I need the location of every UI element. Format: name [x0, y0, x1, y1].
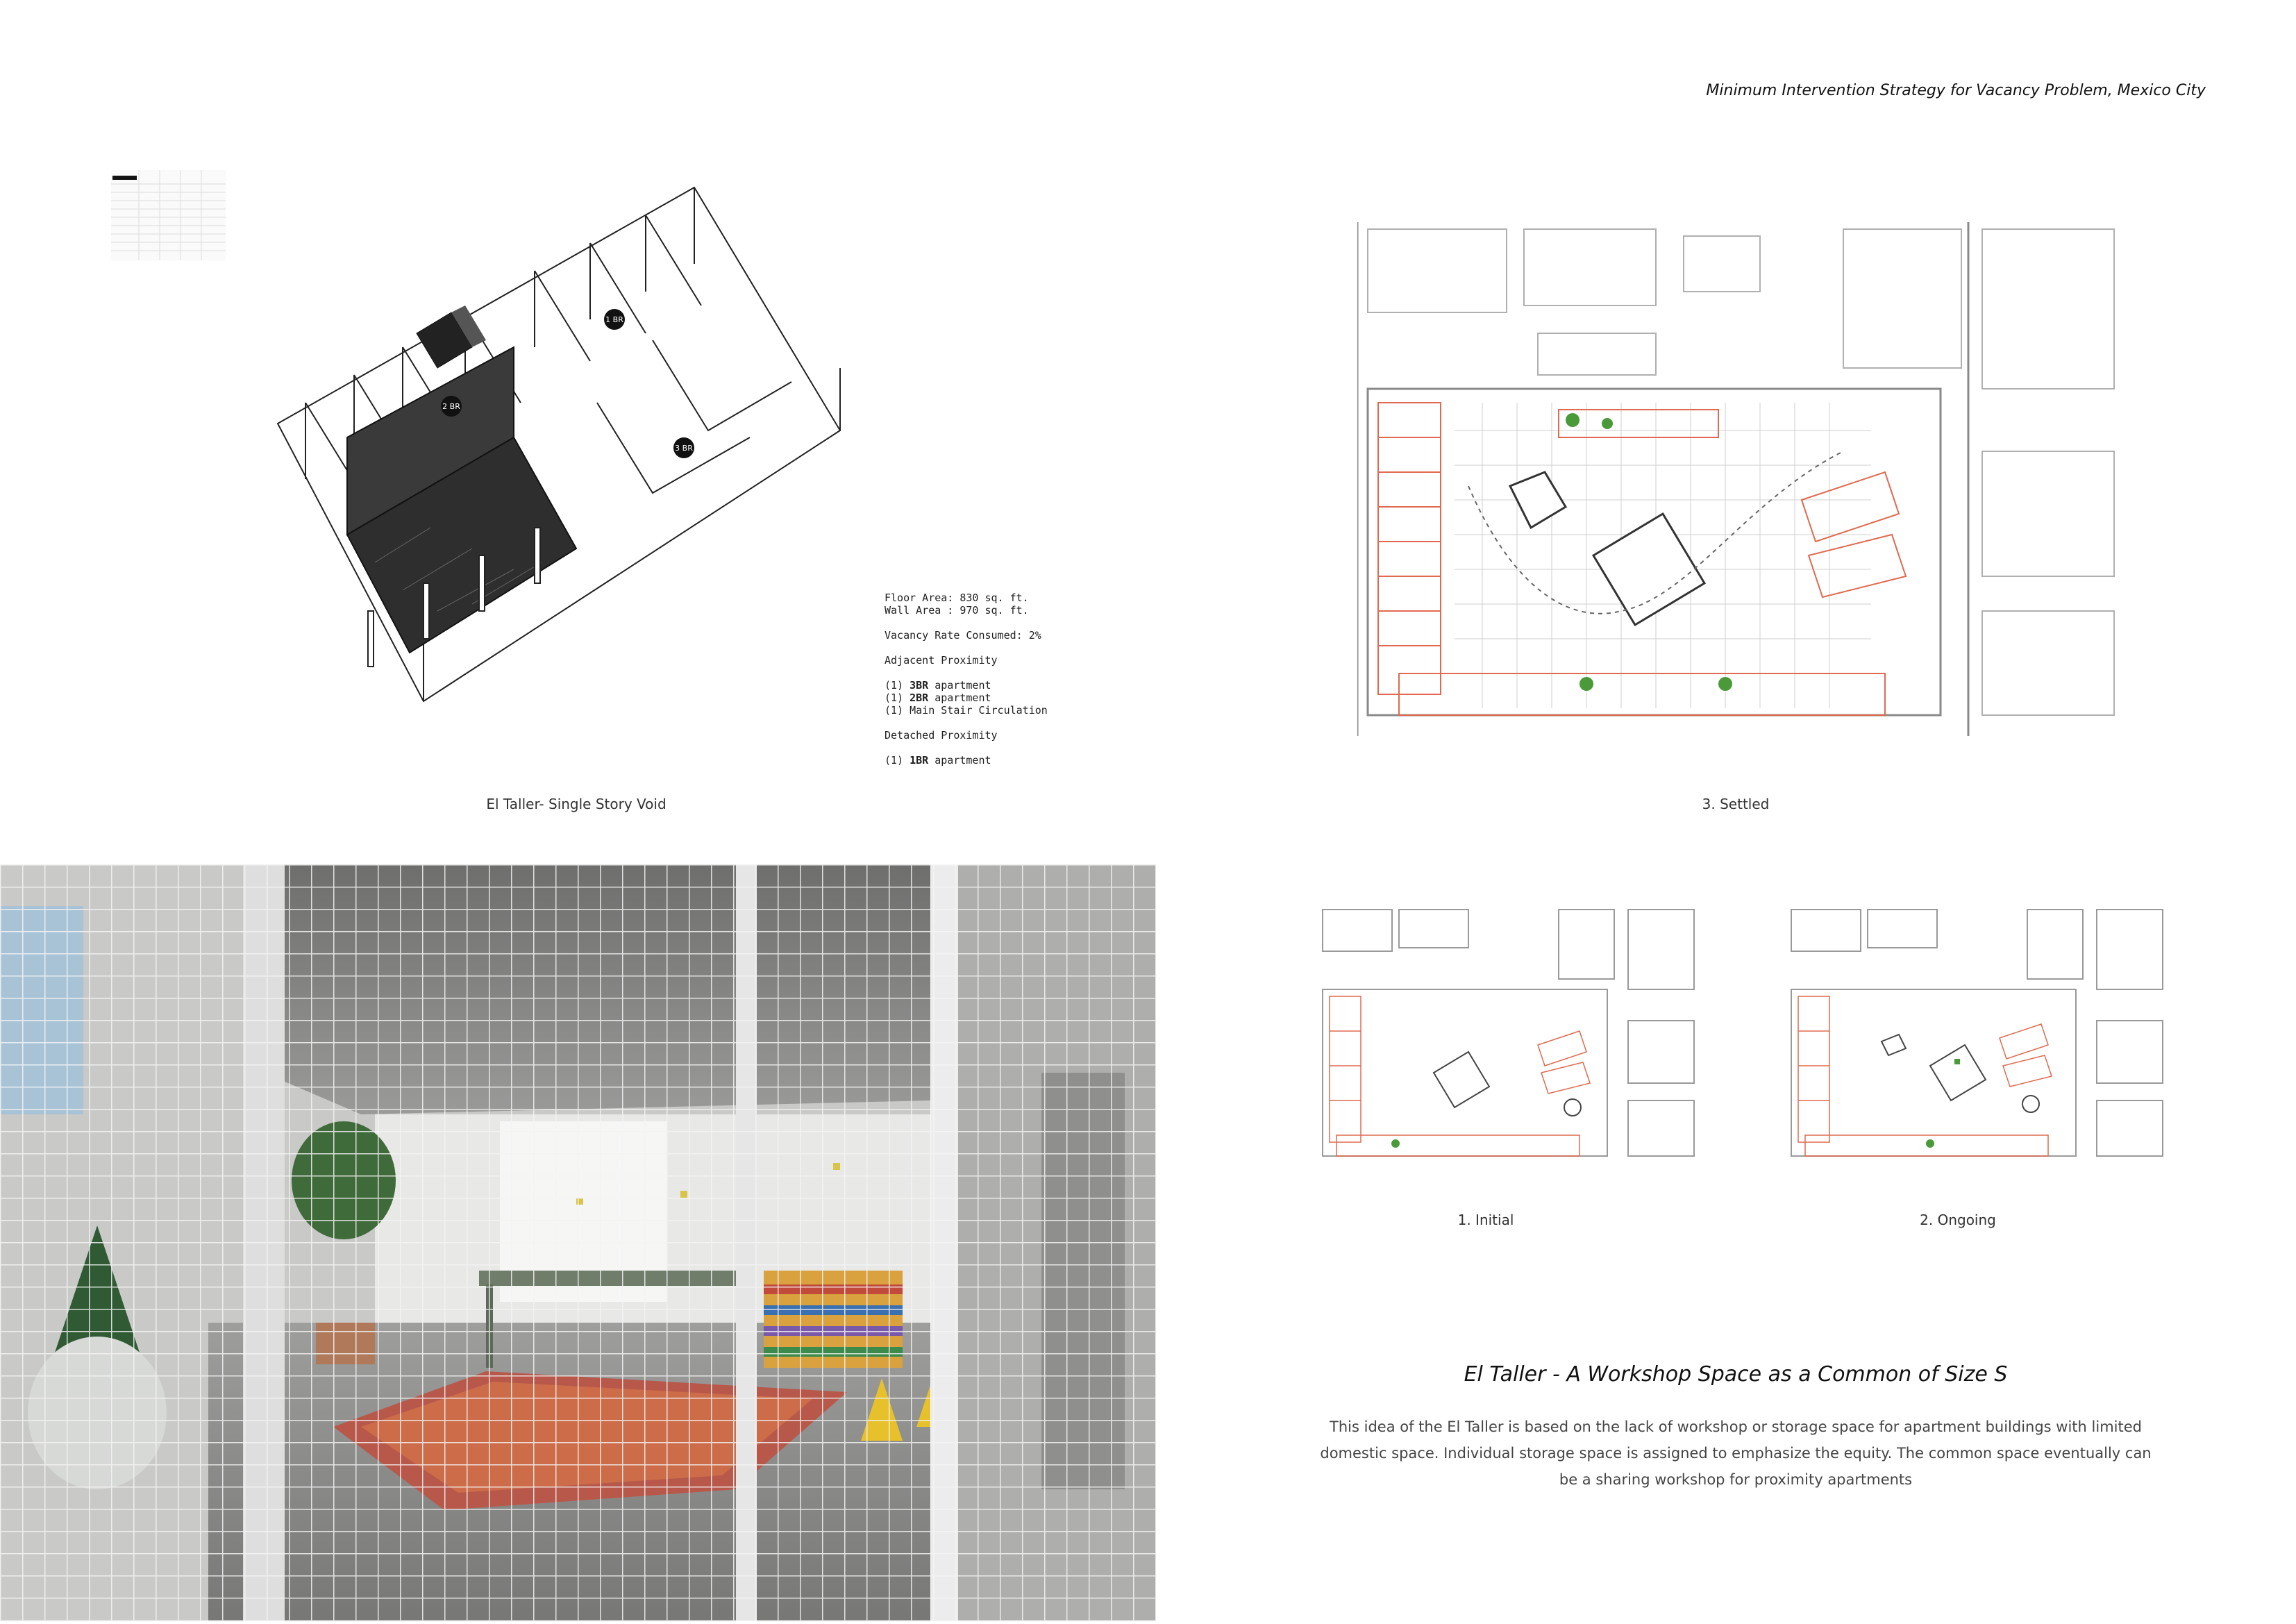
- initial-plan: [1316, 906, 1698, 1166]
- interior-render: [0, 864, 1156, 1621]
- initial-caption: 1. Initial: [1457, 1212, 1514, 1228]
- ongoing-plan: [1784, 906, 2166, 1166]
- stats-block: [885, 592, 1048, 767]
- label-2br: 2 BR: [442, 402, 460, 411]
- section-description: This idea of the El Taller is based on the lack of workshop or storage space for apartment buildings with limited domestic space. Individual storage space is assigned to emphasize the equity. The common space eventually can be a sharing workshop for proximity apartments: [1320, 1418, 2152, 1488]
- ongoing-caption: 2. Ongoing: [1920, 1212, 1996, 1228]
- wall-area: Wall Area : 970 sq. ft.: [885, 604, 1029, 617]
- adjacent-item: (1) 2BR apartment: [885, 692, 991, 704]
- adjacent-item: (1) 3BR apartment: [885, 679, 991, 692]
- settled-plan: [1357, 222, 2128, 736]
- adjacent-item: (1) Main Stair Circulation: [885, 704, 1048, 717]
- adjacent-heading: Adjacent Proximity: [885, 654, 998, 667]
- axonometric-drawing: [264, 174, 875, 715]
- detached-item: (1) 1BR apartment: [885, 754, 991, 767]
- label-3br: 3 BR: [675, 444, 693, 453]
- settled-caption: 3. Settled: [1702, 796, 1770, 812]
- section-title: El Taller - A Workshop Space as a Common of Size S: [1464, 1362, 2008, 1387]
- legend-thumbnail: [111, 170, 226, 260]
- axon-caption: El Taller- Single Story Void: [486, 796, 667, 812]
- project-title: Minimum Intervention Strategy for Vacancy Problem, Mexico City: [1706, 82, 2206, 99]
- label-1br: 1 BR: [605, 315, 623, 324]
- vacancy-rate: Vacancy Rate Consumed: 2%: [885, 629, 1041, 642]
- floor-area: Floor Area: 830 sq. ft.: [885, 592, 1029, 604]
- detached-heading: Detached Proximity: [885, 729, 998, 742]
